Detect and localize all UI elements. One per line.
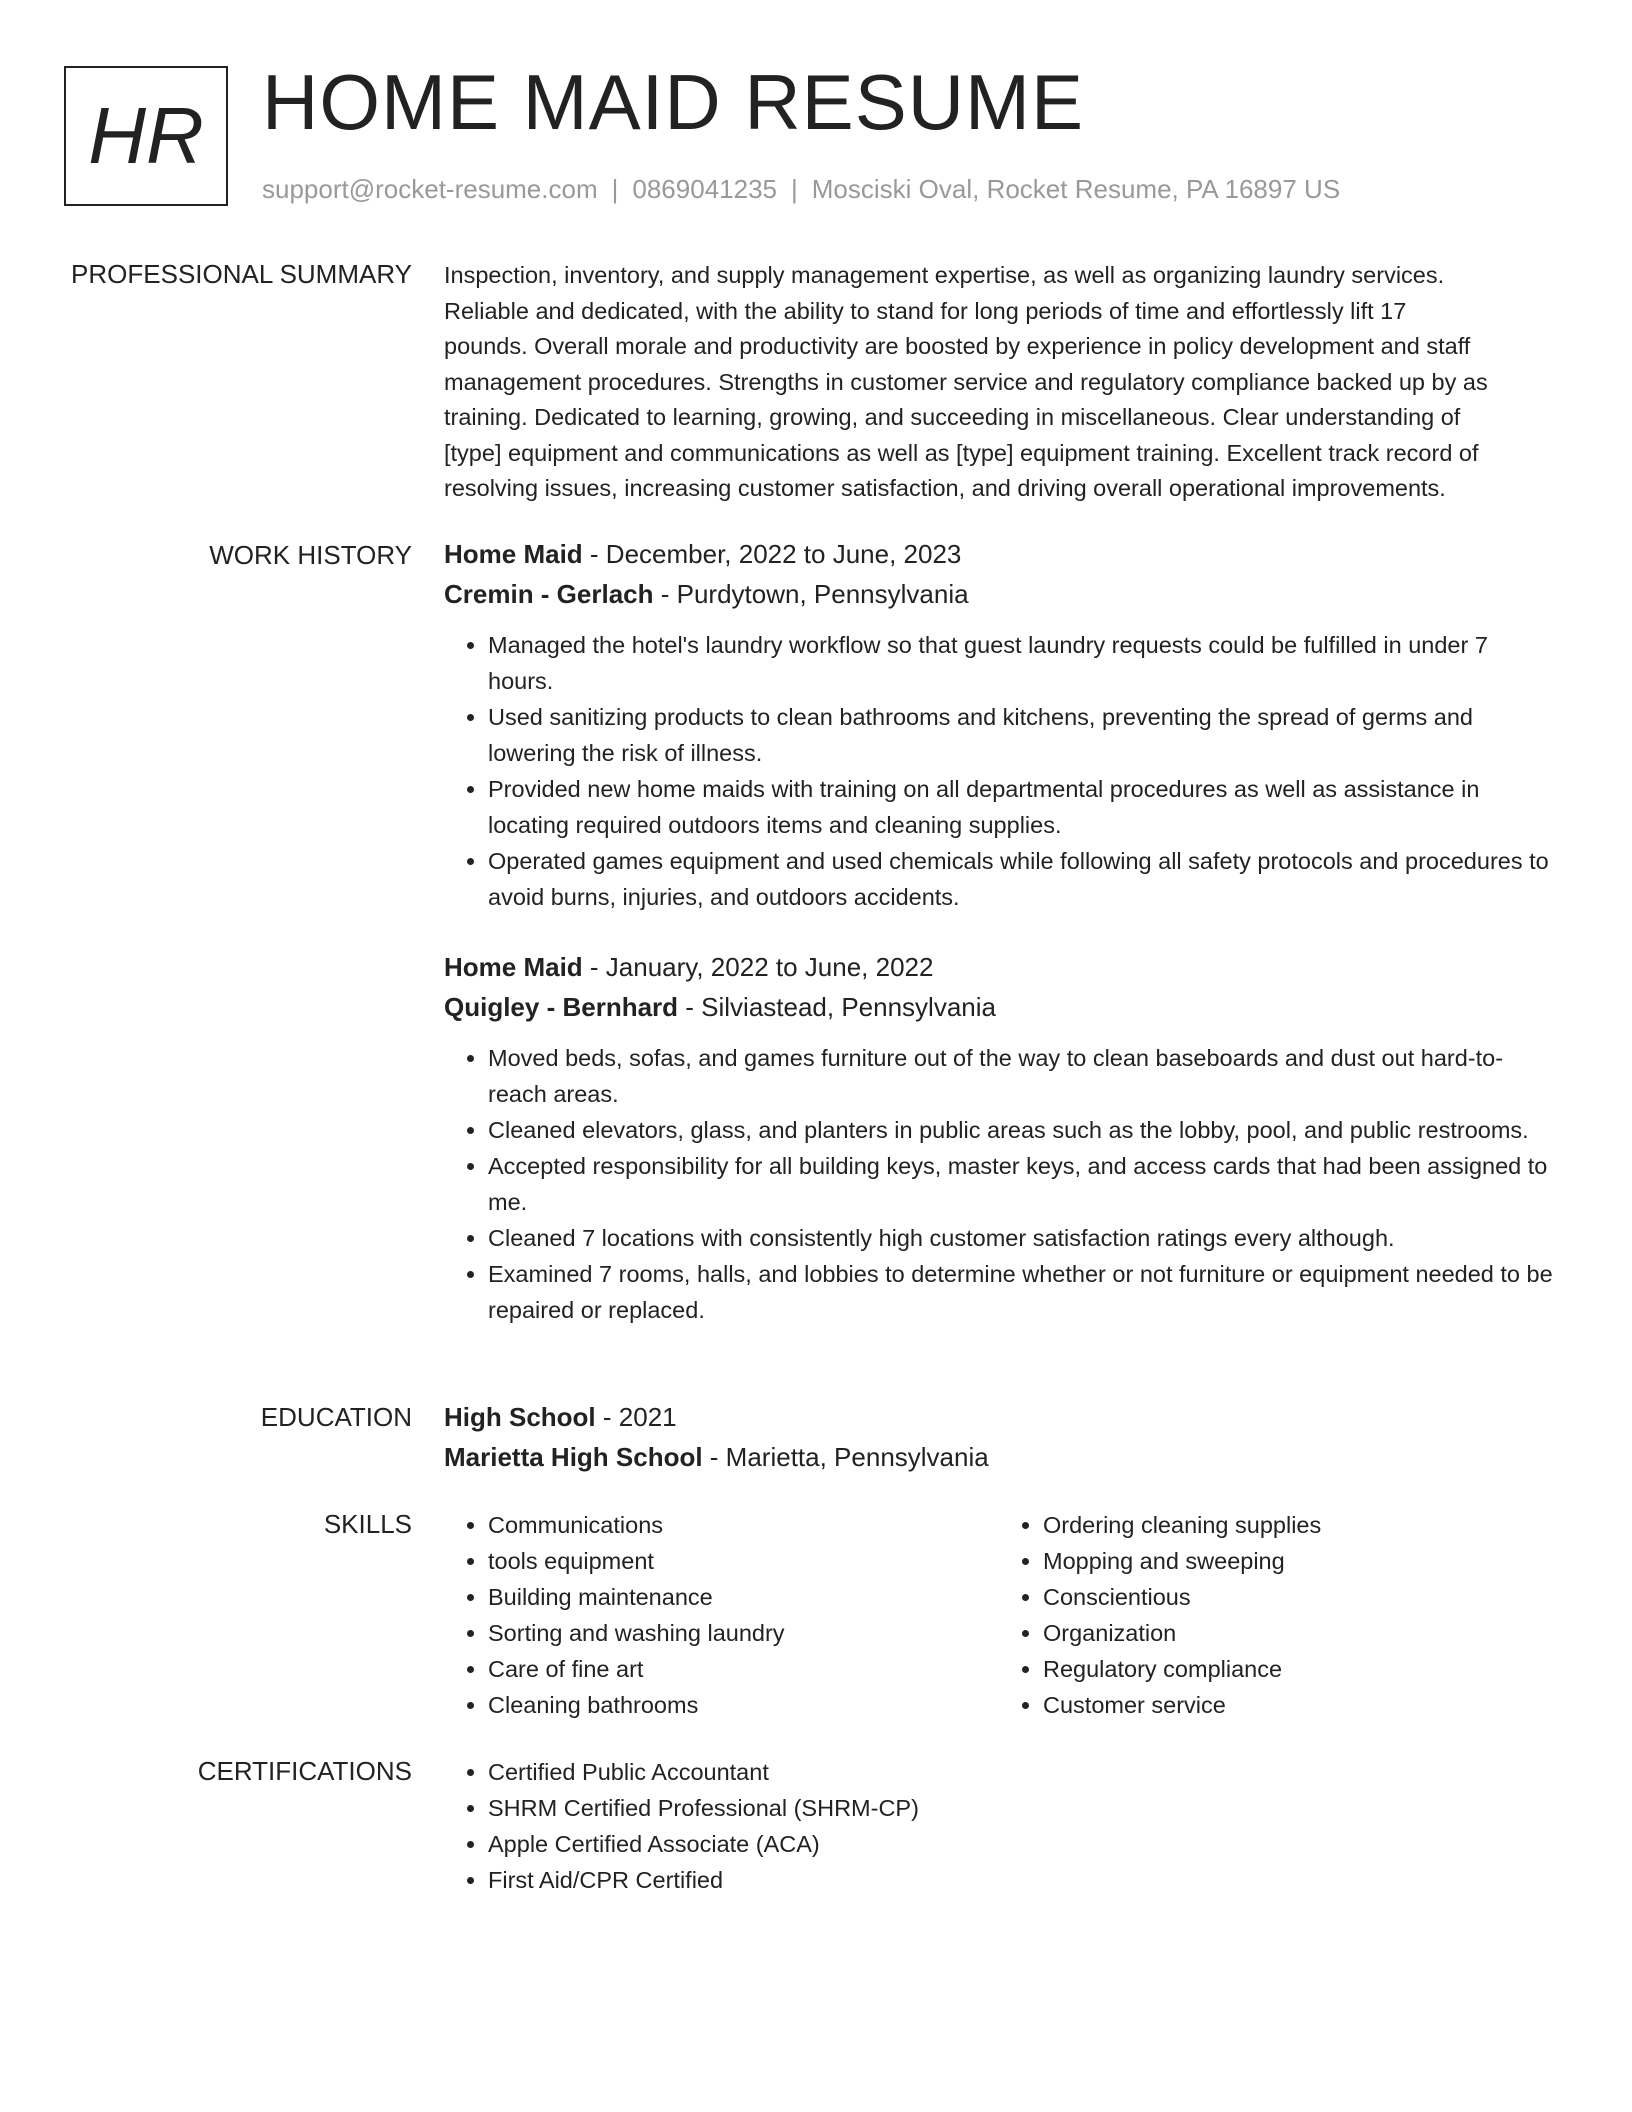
certifications-list: [444, 1754, 1554, 1898]
job-title-line: [444, 947, 1554, 987]
job-title: Home Maid: [444, 539, 583, 569]
summary-line: Reliable and dedicated, with the ability to stand for long periods of time and effortlessly lift 17: [444, 297, 1407, 324]
job-bullets: [444, 1040, 1554, 1328]
job-title: Home Maid: [444, 952, 583, 982]
summary-line: [type] equipment and communications as well as [type] equipment training. Excellent track record of: [444, 439, 1479, 466]
monogram-logo: HR: [64, 66, 228, 206]
list-item: • Conscientious: [1043, 1579, 1554, 1615]
education-degree-line: [444, 1397, 1554, 1437]
list-item: • Cleaning bathrooms: [488, 1687, 999, 1723]
list-item: • First Aid/CPR Certified: [488, 1862, 1554, 1898]
skills-columns: [444, 1507, 1554, 1723]
section-label: PROFESSIONAL SUMMARY: [71, 259, 412, 289]
list-item: • Moved beds, sofas, and games furniture out of the way to clean baseboards and dust out hard-to-reach areas.: [488, 1040, 1554, 1112]
job-dates: - December, 2022 to June, 2023: [582, 539, 962, 569]
contact-separator: |: [791, 174, 798, 204]
list-item: • Used sanitizing products to clean bathrooms and kitchens, preventing the spread of germs and lowering the risk of illness.: [488, 699, 1554, 771]
job-location: - Purdytown, Pennsylvania: [653, 579, 969, 609]
section-label: SKILLS: [323, 1509, 412, 1539]
job-entry: [444, 947, 1554, 1328]
skills-list-left: [444, 1507, 999, 1723]
summary-text: [444, 258, 1554, 507]
job-company-line: [444, 987, 1554, 1027]
summary-line: Inspection, inventory, and supply management expertise, as well as organizing laundry services.: [444, 262, 1445, 288]
list-item: • Building maintenance: [488, 1579, 999, 1615]
contact-line: [262, 172, 1340, 206]
education-school-line: [444, 1437, 1554, 1477]
section-label: CERTIFICATIONS: [197, 1756, 412, 1786]
page-title: HOME MAID RESUME: [262, 58, 1085, 146]
list-item: • Managed the hotel's laundry workflow so that guest laundry requests could be fulfilled in under 7 hours.: [488, 627, 1554, 699]
list-item: • Operated games equipment and used chemicals while following all safety protocols and procedures to avoid burns, injuries, and outdoors accidents.: [488, 843, 1554, 915]
contact-separator: |: [611, 174, 619, 204]
list-item: • Care of fine art: [488, 1651, 999, 1687]
section-label: EDUCATION: [260, 1402, 412, 1432]
contact-phone: 0869041235: [632, 174, 777, 204]
education-school: Marietta High School: [444, 1442, 703, 1472]
list-item: • tools equipment: [488, 1543, 999, 1579]
list-item: • Accepted responsibility for all building keys, master keys, and access cards that had been assigned to me.: [488, 1148, 1554, 1220]
contact-address: Mosciski Oval, Rocket Resume, PA 16897 US: [811, 174, 1341, 204]
job-title-line: [444, 534, 1554, 574]
summary-line: training. Dedicated to learning, growing, and succeeding in miscellaneous. Clear understanding of: [444, 404, 1461, 430]
contact-email: support@rocket-resume.com: [262, 174, 598, 204]
job-company: Cremin - Gerlach: [444, 579, 654, 609]
summary-line: resolving issues, increasing customer satisfaction, and driving overall operational improvements.: [444, 475, 1446, 501]
list-item: • Certified Public Accountant: [488, 1754, 1554, 1790]
job-location: - Silviastead, Pennsylvania: [678, 992, 996, 1022]
list-item: • Examined 7 rooms, halls, and lobbies to determine whether or not furniture or equipment needed to be repaired or replaced.: [488, 1256, 1554, 1328]
education-degree: High School: [444, 1402, 596, 1432]
job-dates: - January, 2022 to June, 2022: [582, 952, 934, 982]
list-item: • Cleaned 7 locations with consistently high customer satisfaction ratings every although.: [488, 1220, 1554, 1256]
skills-list-right: [999, 1507, 1554, 1723]
job-entry: [444, 534, 1554, 915]
summary-line: pounds. Overall morale and productivity are boosted by experience in policy development and staff: [444, 333, 1471, 359]
list-item: • Ordering cleaning supplies: [1043, 1507, 1554, 1543]
list-item: • SHRM Certified Professional (SHRM-CP): [488, 1790, 1554, 1826]
list-item: • Sorting and washing laundry: [488, 1615, 999, 1651]
list-item: • Organization: [1043, 1615, 1554, 1651]
list-item: • Cleaned elevators, glass, and planters in public areas such as the lobby, pool, and public restrooms.: [488, 1112, 1554, 1148]
list-item: • Provided new home maids with training on all departmental procedures as well as assistance in locating required outdoors items and cleaning supplies.: [488, 771, 1554, 843]
list-item: • Regulatory compliance: [1043, 1651, 1554, 1687]
section-label: WORK HISTORY: [209, 540, 412, 570]
education-year: - 2021: [595, 1402, 677, 1432]
list-item: • Communications: [488, 1507, 999, 1543]
job-company-line: [444, 574, 1554, 614]
summary-line: management procedures. Strengths in customer service and regulatory compliance backed up by as: [444, 368, 1488, 395]
list-item: • Apple Certified Associate (ACA): [488, 1826, 1554, 1862]
list-item: • Mopping and sweeping: [1043, 1543, 1554, 1579]
job-bullets: [444, 627, 1554, 915]
list-item: • Customer service: [1043, 1687, 1554, 1723]
education-location: - Marietta, Pennsylvania: [702, 1442, 989, 1472]
job-company: Quigley - Bernhard: [444, 992, 679, 1022]
